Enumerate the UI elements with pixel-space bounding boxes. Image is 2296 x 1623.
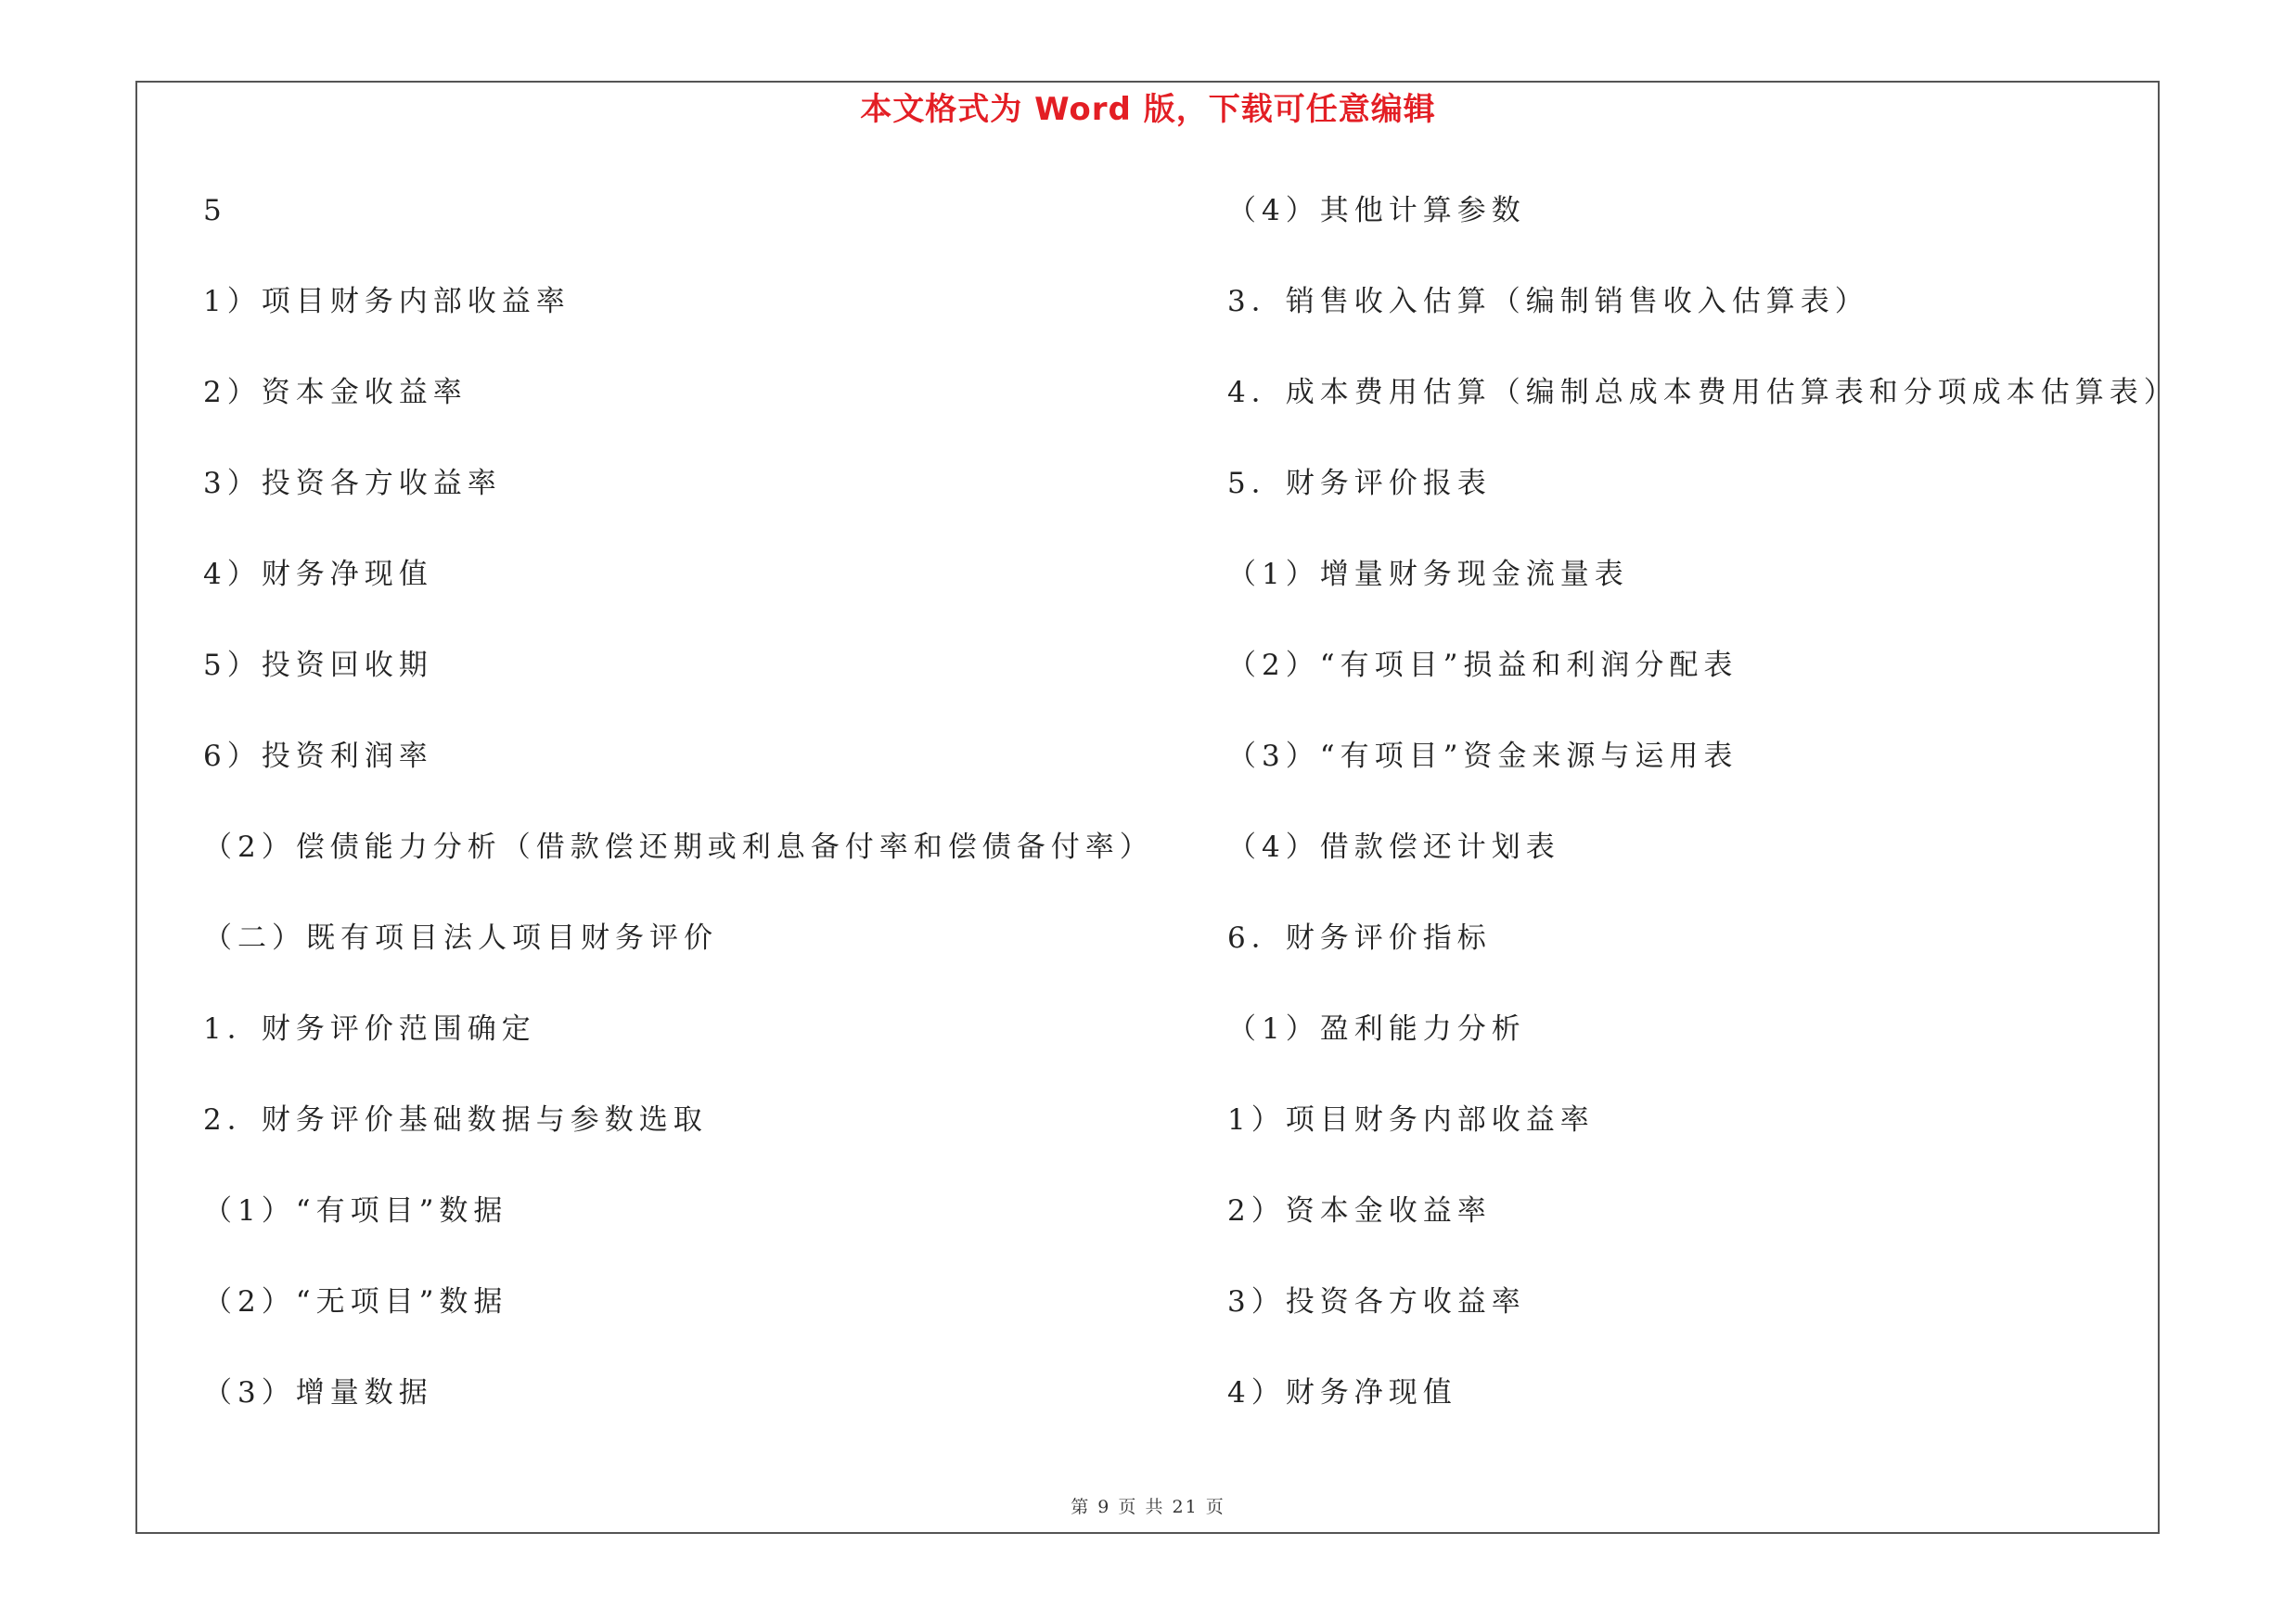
text-line: 4．成本费用估算（编制总成本费用估算表和分项成本估算表）: [1227, 376, 2178, 409]
page-number-footer: 第 9 页 共 21 页: [1071, 1497, 1225, 1517]
left-column: [203, 188, 1186, 1462]
text-line: 4）财务净现值: [1227, 1376, 1457, 1410]
text-line: 3．销售收入估算（编制销售收入估算表）: [1227, 285, 1869, 318]
text-line: 5）投资回收期: [203, 649, 433, 682]
text-line: （1）“有项目”数据: [203, 1194, 508, 1228]
text-line: 3）投资各方收益率: [1227, 1285, 1526, 1319]
word-format-banner: 本文格式为 Word 版，下载可任意编辑: [860, 91, 1436, 128]
text-line: （3）增量数据: [203, 1376, 433, 1410]
text-line: 2）资本金收益率: [1227, 1194, 1492, 1228]
text-line: （1）增量财务现金流量表: [1227, 558, 1629, 591]
text-line: （1）盈利能力分析: [1227, 1012, 1526, 1046]
text-line: （3）“有项目”资金来源与运用表: [1227, 740, 1738, 773]
text-line: （2）“有项目”损益和利润分配表: [1227, 649, 1738, 682]
text-line: 2）资本金收益率: [203, 376, 468, 409]
text-line: 1）项目财务内部收益率: [203, 285, 571, 318]
text-line: （2）偿债能力分析（借款偿还期或利息备付率和偿债备付率）: [203, 831, 1154, 864]
text-line: 4）财务净现值: [203, 558, 433, 591]
text-line: （4）其他计算参数: [1227, 194, 1526, 227]
text-line: 3）投资各方收益率: [203, 467, 502, 500]
text-line: （4）借款偿还计划表: [1227, 831, 1560, 864]
right-column: [1227, 188, 2178, 1462]
text-line: 5: [203, 194, 227, 227]
text-line: 1．财务评价范围确定: [203, 1012, 536, 1046]
text-line: 2．财务评价基础数据与参数选取: [203, 1103, 708, 1137]
text-line: 5．财务评价报表: [1227, 467, 1492, 500]
text-line: （2）“无项目”数据: [203, 1285, 508, 1319]
text-line: （二）既有项目法人项目财务评价: [203, 921, 718, 955]
text-line: 6）投资利润率: [203, 740, 433, 773]
text-line: 1）项目财务内部收益率: [1227, 1103, 1595, 1137]
text-line: 6．财务评价指标: [1227, 921, 1492, 955]
